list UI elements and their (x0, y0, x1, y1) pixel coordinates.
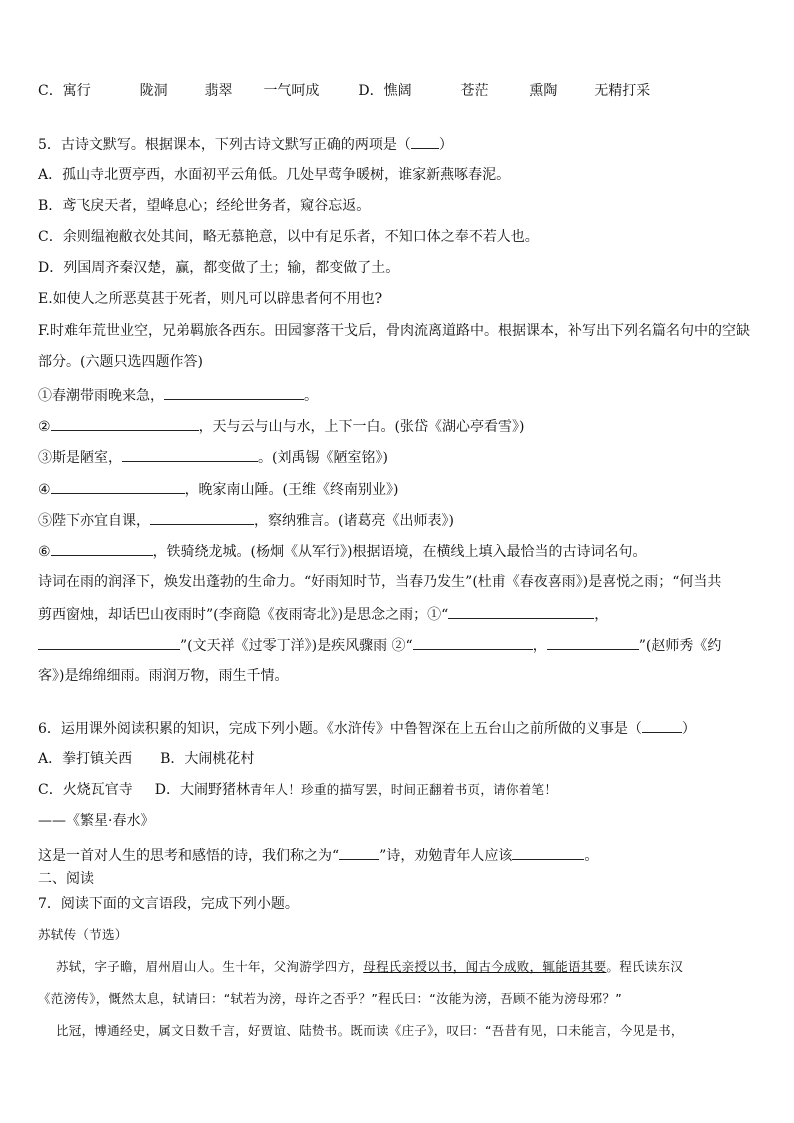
section-heading-reading: 二、阅读 (38, 871, 94, 887)
fill-item-2: ② ，天与云与山与水，上下一白。(张岱《湖心亭看雪》) (38, 416, 525, 436)
rain-paragraph-line4: 客》)是绵绵细雨。雨润万物，雨生千情。 (38, 668, 289, 684)
q5-option-a: A．孤山寺北贾亭西，水面初平云角低。几处早莺争暖树，谁家新燕啄春泥。 (38, 167, 511, 183)
q6-stem: 6．运用课外阅读积累的知识，完成下列小题。《水浒传》中鲁智深在上五台山之前所做的义事是（ ） (38, 718, 696, 738)
option-c-word-1: 陇洞 (139, 83, 168, 99)
poem-source: ——《繁星·春水》 (38, 813, 155, 829)
option-d-word-3: 无精打采 (594, 83, 651, 99)
option-d-word-1: 苍茫 (460, 83, 489, 99)
q5-option-b: B．鸢飞戾天者，望峰息心；经纶世务者，窥谷忘返。 (38, 198, 371, 214)
fill-item-3: ③斯是陋室， 。(刘禹锡《陋室铭》) (38, 447, 388, 467)
q5-option-f-line2: 部分。(六题只选四题作答) (38, 354, 203, 370)
q6-options-c-d (38, 781, 557, 799)
fill-blank-5[interactable] (150, 510, 254, 525)
answer-blank[interactable] (642, 718, 682, 733)
passage-title: 苏轼传（节选） (38, 927, 128, 942)
rain-blank-2a[interactable] (413, 635, 533, 650)
passage-line-2: 《范滂传》，慨然太息，轼请曰：“轼若为滂，母许之否乎？”程氏曰：“汝能为滂，吾顾不能为滂母邪？” (38, 991, 623, 1006)
passage-line-1: 苏轼，字子瞻，眉州眉山人。生十年，父洵游学四方，母程氏亲授以书，闻古今成败，辄能语其要。程氏读东汉 (56, 959, 684, 974)
option-c-word-3: 一气呵成 (263, 83, 320, 99)
option-c-word-2: 翡翠 (204, 83, 233, 99)
poem-type-blank[interactable] (339, 845, 379, 860)
q5-option-e: E.如使人之所恶莫甚于死者，则凡可以辟患者何不用也? (38, 291, 383, 307)
rain-blank-1a[interactable] (448, 604, 594, 619)
rain-paragraph-line3: ”(文天祥《过零丁洋》)是疾风骤雨 ②“ ， ”(赵师秀《约 (38, 635, 721, 655)
q6-option-d: D．大闹野猪林 (154, 782, 250, 798)
q6-options-a-b (38, 750, 254, 768)
passage-line-3: 比冠，博通经史，属文日数千言，好贾谊、陆贽书。既而读《庄子》，叹曰：“吾昔有见，口未能言，今见是书， (56, 1023, 684, 1038)
q4-option-row-c-d (38, 82, 660, 100)
poem-text: 青年人！珍重的描写罢，时间正翻着书页，请你着笔！ (249, 782, 558, 797)
underlined-sentence: 母程氏亲授以书，闻古今成败，辄能语其要 (363, 959, 607, 974)
option-d-word-2: 熏陶 (529, 83, 558, 99)
rain-paragraph-line1: 诗词在雨的润泽下，焕发出蓬勃的生命力。“好雨知时节，当春乃发生”(杜甫《春夜喜雨》)是喜悦之雨；“何当共 (38, 574, 722, 590)
answer-blank[interactable] (411, 134, 439, 149)
fill-item-5: ⑤陛下亦宜自课， ，察纳雅言。(诸葛亮《出师表》) (38, 510, 454, 530)
option-c-label: C．寓行 (38, 83, 91, 99)
q6-option-b: B．大闹桃花村 (160, 751, 255, 767)
option-d-label: D．憔阔 (358, 83, 412, 99)
q5-stem: 5．古诗文默写。根据课本，下列古诗文默写正确的两项是（ ） (38, 134, 453, 154)
advice-blank[interactable] (512, 845, 584, 860)
rain-paragraph-line2: 剪西窗烛，却话巴山夜雨时”(李商隐《夜雨寄北》)是思念之雨；①“ ， (38, 604, 608, 624)
q7-stem: 7．阅读下面的文言语段，完成下列小题。 (38, 896, 299, 912)
rain-blank-1b[interactable] (38, 635, 180, 650)
fill-blank-3[interactable] (122, 447, 258, 462)
fill-blank-6[interactable] (51, 541, 153, 556)
rain-blank-2b[interactable] (547, 635, 639, 650)
fill-item-1: ①春潮带雨晚来急， 。 (38, 385, 318, 405)
fill-blank-2[interactable] (51, 416, 199, 431)
q5-option-c: C．余则缊袍敝衣处其间，略无慕艳意，以中有足乐者，不知口体之奉不若人也。 (38, 229, 539, 245)
q5-option-d: D．列国周齐秦汉楚，赢，都变做了土；输，都变做了土。 (38, 260, 400, 276)
fill-blank-1[interactable] (164, 385, 304, 400)
fill-item-6: ⑥ ，铁骑绕龙城。(杨炯《从军行》)根据语境，在横线上填入最恰当的古诗词名句。 (38, 541, 646, 561)
q6-option-a: A．拳打镇关西 (38, 751, 133, 767)
fill-item-4: ④ ，晚家南山陲。(王维《终南别业》) (38, 479, 399, 499)
q6-option-c: C．火烧瓦官寺 (38, 782, 133, 798)
poem-question: 这是一首对人生的思考和感悟的诗，我们称之为“ ”诗，劝勉青年人应该 。 (38, 845, 598, 865)
q5-option-f-line1: F.时难年荒世业空，兄弟羁旅各西东。田园寥落干戈后，骨肉流离道路中。根据课本，补写出下列名篇名句中的空缺 (38, 323, 750, 339)
fill-blank-4[interactable] (51, 479, 185, 494)
